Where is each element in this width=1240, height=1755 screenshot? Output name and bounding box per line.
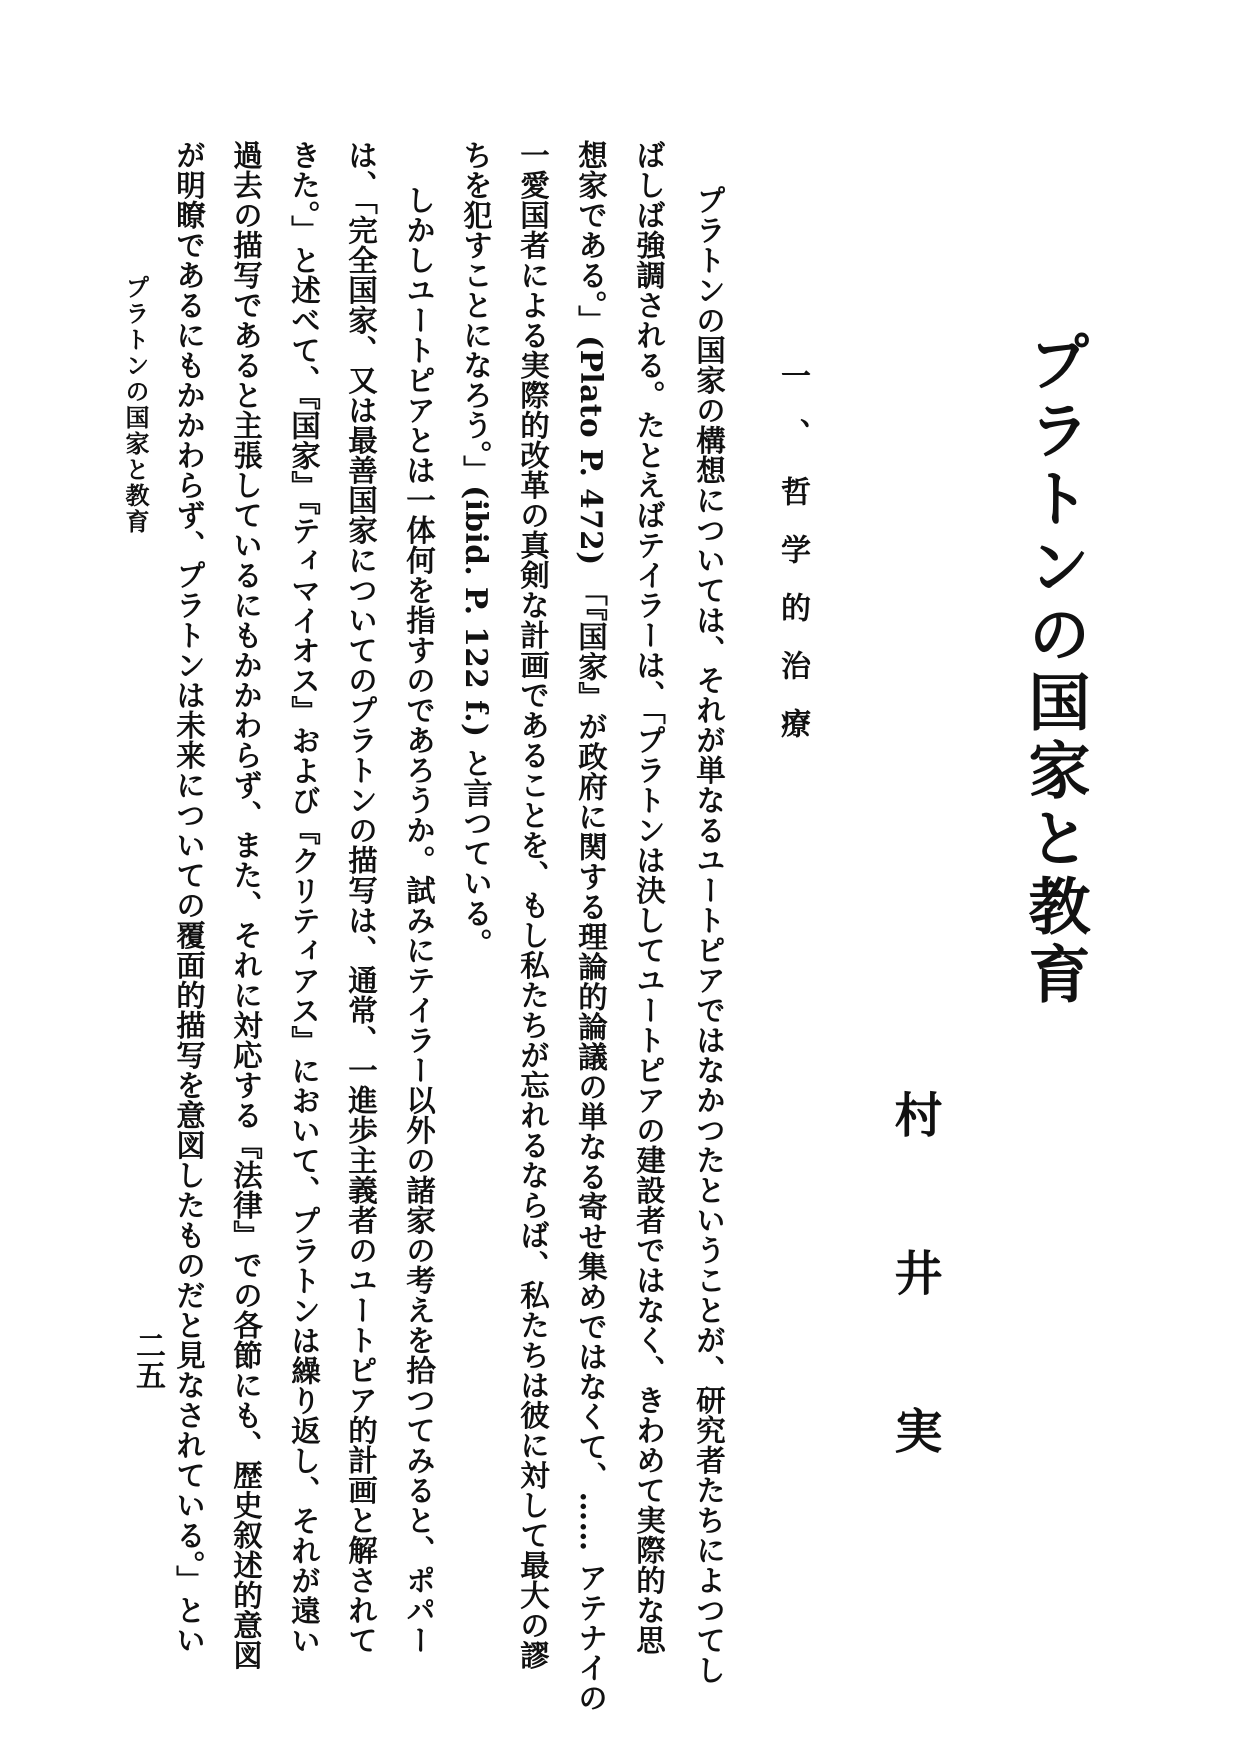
page-number: 二五 <box>130 1330 165 1390</box>
body-line: プラトンの国家の構想については、それが単なるユートピアではなかつたということが、研究者たちによつてし <box>692 185 727 1685</box>
running-head: プラトンの国家と教育 <box>121 275 150 535</box>
body-line: が明瞭であるにもかかわらず、プラトンは未来についての覆面的描写を意図したものだと見なされている。」とい <box>172 140 207 1656</box>
body-line: しかしユートピアとは一体何を指すのであろうか。試みにテイラー以外の諸家の考えを拾つてみると、ポパー <box>402 185 437 1655</box>
body-line: 一愛国者による実際的改革の真剣な計画であることを、もし私たちが忘れるならば、私たちは彼に対して最大の謬 <box>516 140 551 1670</box>
section-heading: 一、哲学的治療 <box>775 360 810 766</box>
body-line: 過去の描写であると主張しているにもかかわらず、また、それに対応する『法律』での各節にも、歴史叙述的意図 <box>229 140 264 1670</box>
article-title: プラトンの国家と教育 <box>1018 330 1091 1010</box>
body-line: きた。」と述べて、『国家』『ティマイオス』および『クリティアス』において、プラトンは繰り返し、それが遠い <box>287 140 322 1656</box>
author-name: 村井実 <box>886 1090 942 1564</box>
body-line: は、「完全国家、又は最善国家についてのプラトンの描写は、通常、一進歩主義者のユートピア的計画と解されて <box>344 140 379 1656</box>
body-line: 想家である。」(Plato P. 472) 「『国家』が政府に関する理論的論議の単なる寄せ集めではなくて、…… アテナイの <box>574 140 609 1713</box>
body-line: ちを犯すことになろう。」(ibid. P. 122 f.) と言つている。 <box>459 140 494 959</box>
body-line: ばしば強調される。たとえばテイラーは、「プラトンは決してユートピアの建設者ではなく、きわめて実際的な思 <box>632 140 667 1656</box>
